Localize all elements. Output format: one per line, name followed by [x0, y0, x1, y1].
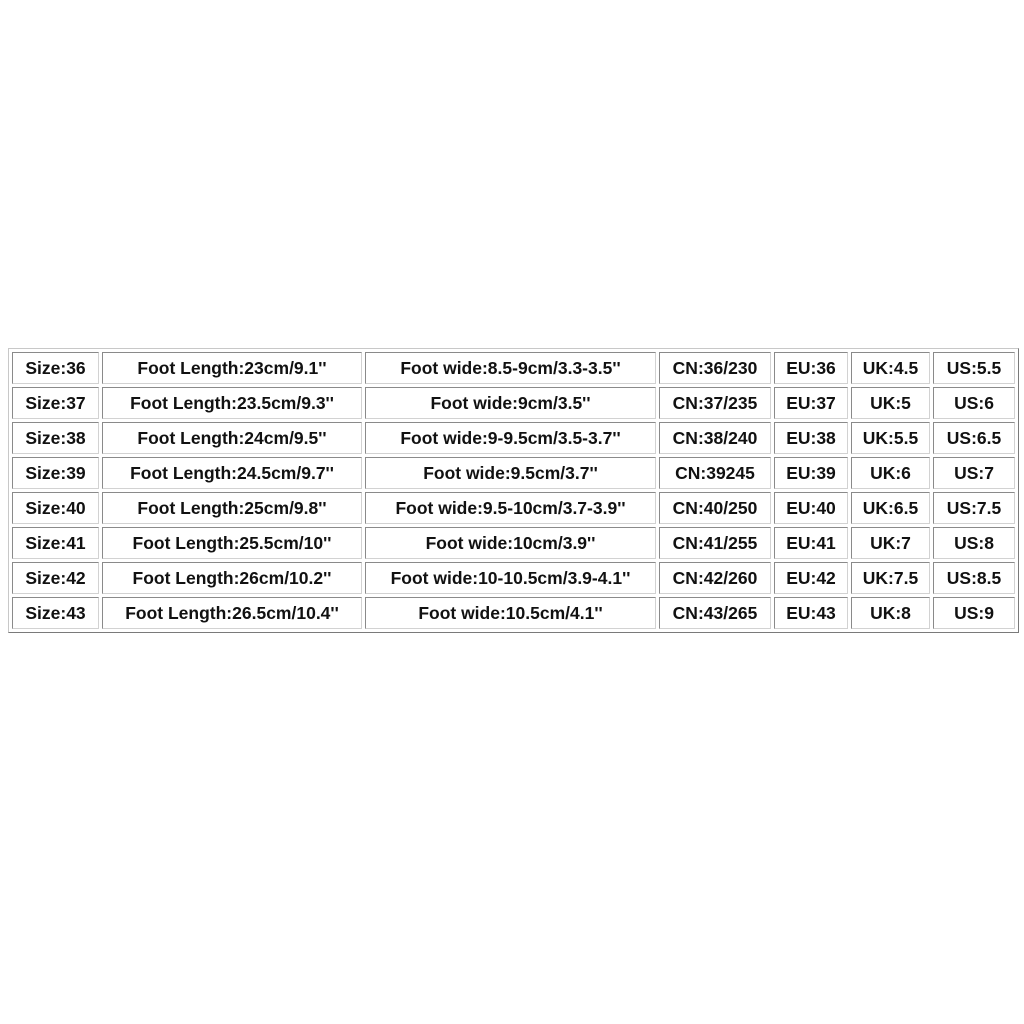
foot-length-cell: Foot Length:23.5cm/9.3'' [102, 387, 362, 419]
foot-width-cell: Foot wide:8.5-9cm/3.3-3.5'' [365, 352, 656, 384]
foot-length-cell: Foot Length:26cm/10.2'' [102, 562, 362, 594]
size-cell: Size:40 [12, 492, 99, 524]
foot-length-cell: Foot Length:24cm/9.5'' [102, 422, 362, 454]
foot-length-cell: Foot Length:26.5cm/10.4'' [102, 597, 362, 629]
foot-width-cell: Foot wide:9cm/3.5'' [365, 387, 656, 419]
cn-size-cell: CN:36/230 [659, 352, 771, 384]
cn-size-cell: CN:42/260 [659, 562, 771, 594]
table-row [12, 562, 1015, 594]
foot-width-cell: Foot wide:9-9.5cm/3.5-3.7'' [365, 422, 656, 454]
foot-width-cell: Foot wide:10.5cm/4.1'' [365, 597, 656, 629]
foot-width-cell: Foot wide:10cm/3.9'' [365, 527, 656, 559]
us-size-cell: US:5.5 [933, 352, 1015, 384]
uk-size-cell: UK:7.5 [851, 562, 930, 594]
foot-width-cell: Foot wide:9.5-10cm/3.7-3.9'' [365, 492, 656, 524]
us-size-cell: US:7.5 [933, 492, 1015, 524]
cn-size-cell: CN:40/250 [659, 492, 771, 524]
uk-size-cell: UK:4.5 [851, 352, 930, 384]
size-cell: Size:36 [12, 352, 99, 384]
cn-size-cell: CN:41/255 [659, 527, 771, 559]
uk-size-cell: UK:6 [851, 457, 930, 489]
eu-size-cell: EU:38 [774, 422, 848, 454]
table-row [12, 527, 1015, 559]
us-size-cell: US:6 [933, 387, 1015, 419]
uk-size-cell: UK:7 [851, 527, 930, 559]
uk-size-cell: UK:5 [851, 387, 930, 419]
foot-length-cell: Foot Length:25cm/9.8'' [102, 492, 362, 524]
size-cell: Size:41 [12, 527, 99, 559]
size-cell: Size:42 [12, 562, 99, 594]
size-cell: Size:39 [12, 457, 99, 489]
uk-size-cell: UK:6.5 [851, 492, 930, 524]
eu-size-cell: EU:37 [774, 387, 848, 419]
size-cell: Size:38 [12, 422, 99, 454]
eu-size-cell: EU:43 [774, 597, 848, 629]
cn-size-cell: CN:39245 [659, 457, 771, 489]
foot-length-cell: Foot Length:25.5cm/10'' [102, 527, 362, 559]
eu-size-cell: EU:39 [774, 457, 848, 489]
size-chart-table [8, 348, 1019, 633]
foot-length-cell: Foot Length:24.5cm/9.7'' [102, 457, 362, 489]
us-size-cell: US:7 [933, 457, 1015, 489]
uk-size-cell: UK:5.5 [851, 422, 930, 454]
us-size-cell: US:6.5 [933, 422, 1015, 454]
foot-width-cell: Foot wide:9.5cm/3.7'' [365, 457, 656, 489]
us-size-cell: US:8 [933, 527, 1015, 559]
cn-size-cell: CN:38/240 [659, 422, 771, 454]
table-row [12, 387, 1015, 419]
eu-size-cell: EU:36 [774, 352, 848, 384]
table-row [12, 597, 1015, 629]
size-cell: Size:37 [12, 387, 99, 419]
eu-size-cell: EU:42 [774, 562, 848, 594]
foot-length-cell: Foot Length:23cm/9.1'' [102, 352, 362, 384]
eu-size-cell: EU:41 [774, 527, 848, 559]
table-row [12, 422, 1015, 454]
eu-size-cell: EU:40 [774, 492, 848, 524]
table-row [12, 457, 1015, 489]
table-row [12, 352, 1015, 384]
us-size-cell: US:8.5 [933, 562, 1015, 594]
uk-size-cell: UK:8 [851, 597, 930, 629]
size-cell: Size:43 [12, 597, 99, 629]
table-row [12, 492, 1015, 524]
cn-size-cell: CN:43/265 [659, 597, 771, 629]
cn-size-cell: CN:37/235 [659, 387, 771, 419]
foot-width-cell: Foot wide:10-10.5cm/3.9-4.1'' [365, 562, 656, 594]
us-size-cell: US:9 [933, 597, 1015, 629]
